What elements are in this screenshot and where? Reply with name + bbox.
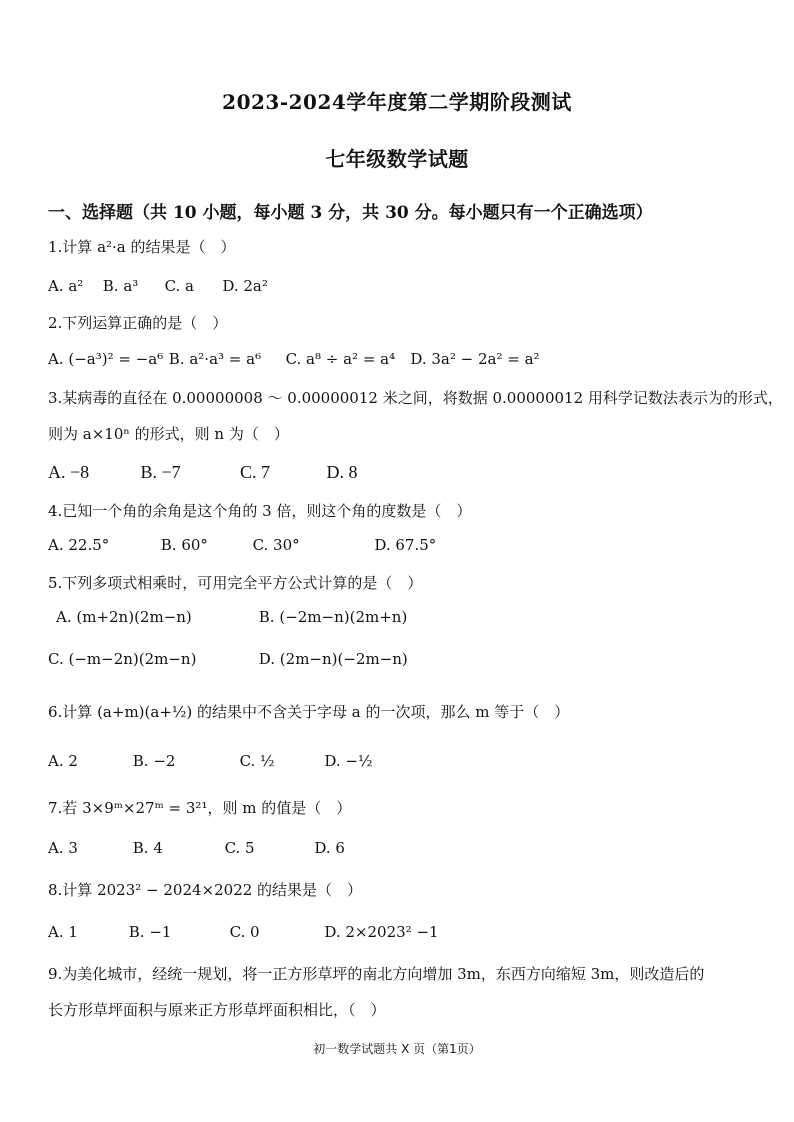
option-a: A. 22.5° — [48, 536, 110, 554]
question-6-stem: 6.计算 (a+m)(a+½) 的结果中不含关于字母 a 的一次项，那么 m 等于（ ） — [48, 703, 570, 721]
option-b: B. −2 — [132, 752, 176, 770]
question-4-options — [48, 536, 436, 554]
option-c: C. 30° — [252, 536, 300, 554]
option-a: A. (m+2n)(2m−n) — [56, 608, 192, 626]
option-d: D. 6 — [314, 839, 345, 857]
option-a: A. (−a³)² = −a⁶ — [48, 350, 164, 368]
option-b: B. −1 — [128, 923, 172, 941]
option-a: A. −8 — [48, 462, 90, 482]
option-d: D. 2a² — [222, 277, 268, 295]
question-8-options — [48, 923, 439, 941]
option-d: D. (2m−n)(−2m−n) — [258, 650, 408, 668]
option-a: A. 3 — [48, 839, 78, 857]
question-3-options — [48, 462, 358, 483]
question-1-stem: 1.计算 a²·a 的结果是（ ） — [48, 238, 236, 256]
question-6-options — [48, 752, 372, 770]
question-5-stem: 5.下列多项式相乘时，可用完全平方公式计算的是（ ） — [48, 574, 423, 592]
question-9-stem-line1: 9.为美化城市，经统一规划，将一正方形草坪的南北方向增加 3m，东西方向缩短 3m，则改造后的 — [48, 965, 705, 983]
question-1-options — [48, 277, 268, 295]
question-7-stem: 7.若 3×9ᵐ×27ᵐ = 3²¹，则 m 的值是（ ） — [48, 799, 352, 817]
section-heading: 一、选择题（共 10 小题，每小题 3 分，共 30 分。每小题只有一个正确选项） — [48, 203, 653, 223]
question-4-stem: 4.已知一个角的余角是这个角的 3 倍，则这个角的度数是（ ） — [48, 502, 472, 520]
option-b: B. 4 — [132, 839, 163, 857]
exam-subtitle: 七年级数学试题 — [325, 147, 469, 171]
question-8-stem: 8.计算 2023² − 2024×2022 的结果是（ ） — [48, 881, 363, 899]
question-2-options — [48, 350, 540, 368]
question-5-options-row2 — [48, 650, 408, 668]
question-5-options-row1 — [56, 608, 407, 626]
option-a: A. 2 — [48, 752, 78, 770]
option-c: C. 0 — [229, 923, 260, 941]
option-a: A. a² — [48, 277, 84, 295]
option-d: D. 3a² − 2a² = a² — [410, 350, 540, 368]
question-7-options — [48, 839, 345, 857]
option-c: C. a⁸ ÷ a² = a⁴ — [285, 350, 396, 368]
option-d: D. −½ — [324, 752, 373, 770]
page-footer: 初一数学试题共 X 页（第1页） — [313, 1042, 481, 1056]
option-a: A. 1 — [48, 923, 78, 941]
option-c: C. 5 — [224, 839, 255, 857]
question-2-stem: 2.下列运算正确的是（ ） — [48, 314, 228, 332]
option-c: C. (−m−2n)(2m−n) — [48, 650, 197, 668]
option-d: D. 2×2023² −1 — [324, 923, 439, 941]
option-d: D. 67.5° — [374, 536, 437, 554]
option-b: B. a²·a³ = a⁶ — [168, 350, 262, 368]
option-c: C. a — [164, 277, 194, 295]
question-3-stem-line1: 3.某病毒的直径在 0.00000008 ～ 0.00000012 米之间，将数据 0.00000012 用科学记数法表示为的形式， — [48, 389, 783, 407]
option-b: B. −7 — [140, 462, 181, 482]
option-b: B. (−2m−n)(2m+n) — [258, 608, 408, 626]
option-b: B. 60° — [160, 536, 208, 554]
exam-title: 2023-2024学年度第二学期阶段测试 — [222, 90, 572, 114]
option-b: B. a³ — [102, 277, 139, 295]
option-c: C. 7 — [240, 462, 271, 482]
option-d: D. 8 — [326, 462, 358, 482]
question-3-stem-line2: 则为 a×10ⁿ 的形式，则 n 为（ ） — [48, 425, 289, 443]
question-9-stem-line2: 长方形草坪面积与原来正方形草坪面积相比，（ ） — [48, 1001, 386, 1019]
option-c: C. ½ — [239, 752, 275, 770]
